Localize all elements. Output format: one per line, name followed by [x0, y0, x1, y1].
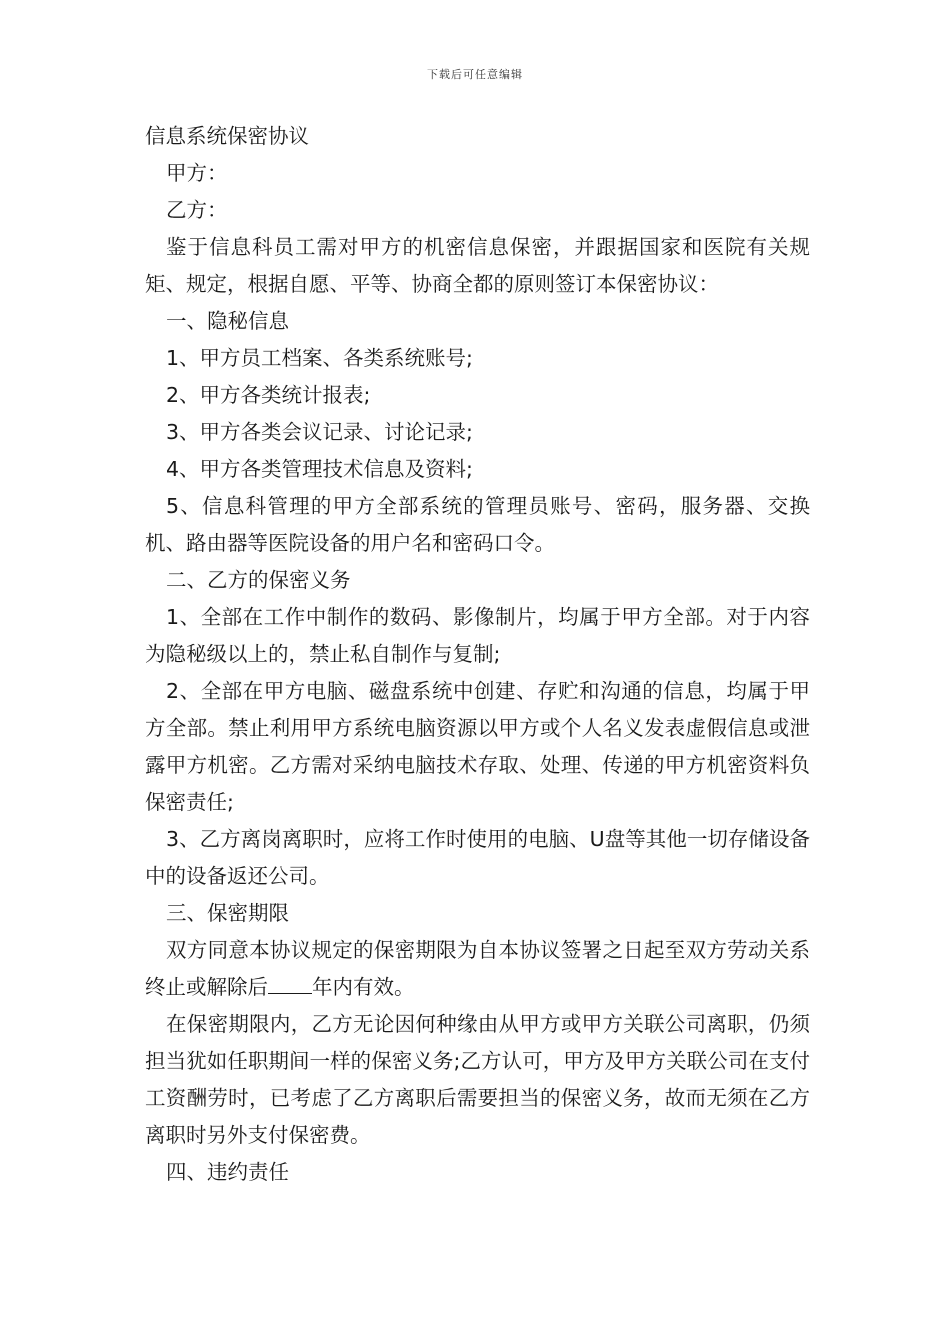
preamble-paragraph: 鉴于信息科员工需对甲方的机密信息保密，并跟据国家和医院有关规矩、规定，根据自愿、平等、协商全都的原则签订本保密协议：	[145, 235, 810, 296]
section-2-item: 2、全部在甲方电脑、磁盘系统中创建、存贮和沟通的信息，均属于甲方全部。禁止利用甲方系统电脑资源以甲方或个人名义发表虚假信息或泄露甲方机密。乙方需对采纳电脑技术存取、处理、传递的甲方机密资料负保密责任;	[145, 679, 810, 814]
section-1-item: 1、甲方员工档案、各类系统账号;	[166, 346, 473, 370]
section-3-obligation-paragraph: 在保密期限内，乙方无论因何种缘由从甲方或甲方关联公司离职，仍须担当犹如任职期间一样的保密义务;乙方认可，甲方及甲方关联公司在支付工资酬劳时，已考虑了乙方离职后需要担当的保密义务，故而无须在乙方离职时另外支付保密费。	[145, 1012, 810, 1147]
term-text-before: 双方同意本协议规定的保密期限为自本协议签署之日起至双方劳动关系终止或解除后	[145, 938, 810, 999]
party-a-line: 甲方：	[166, 161, 228, 185]
term-text-after: 年内有效。	[312, 975, 415, 999]
section-3-heading: 三、保密期限	[166, 901, 289, 925]
section-2-item: 3、乙方离岗离职时，应将工作时使用的电脑、U盘等其他一切存储设备中的设备返还公司。	[145, 827, 810, 888]
document-title: 信息系统保密协议	[145, 124, 309, 148]
section-4-heading: 四、违约责任	[166, 1160, 289, 1184]
party-b-line: 乙方：	[166, 198, 228, 222]
section-1-item: 3、甲方各类会议记录、讨论记录;	[166, 420, 473, 444]
term-years-blank	[268, 973, 312, 994]
section-1-heading: 一、隐秘信息	[166, 309, 289, 333]
section-1-item: 4、甲方各类管理技术信息及资料;	[166, 457, 473, 481]
section-2-item: 1、全部在工作中制作的数码、影像制片，均属于甲方全部。对于内容为隐秘级以上的，禁止私自制作与复制;	[145, 605, 810, 666]
header-note: 下载后可任意编辑	[427, 68, 523, 81]
section-1-item: 5、信息科管理的甲方全部系统的管理员账号、密码，服务器、交换机、路由器等医院设备的用户名和密码口令。	[145, 494, 810, 555]
section-1-item: 2、甲方各类统计报表;	[166, 383, 371, 407]
section-3-term-paragraph	[145, 932, 810, 1006]
document-body	[145, 118, 810, 1191]
section-2-heading: 二、乙方的保密义务	[166, 568, 351, 592]
